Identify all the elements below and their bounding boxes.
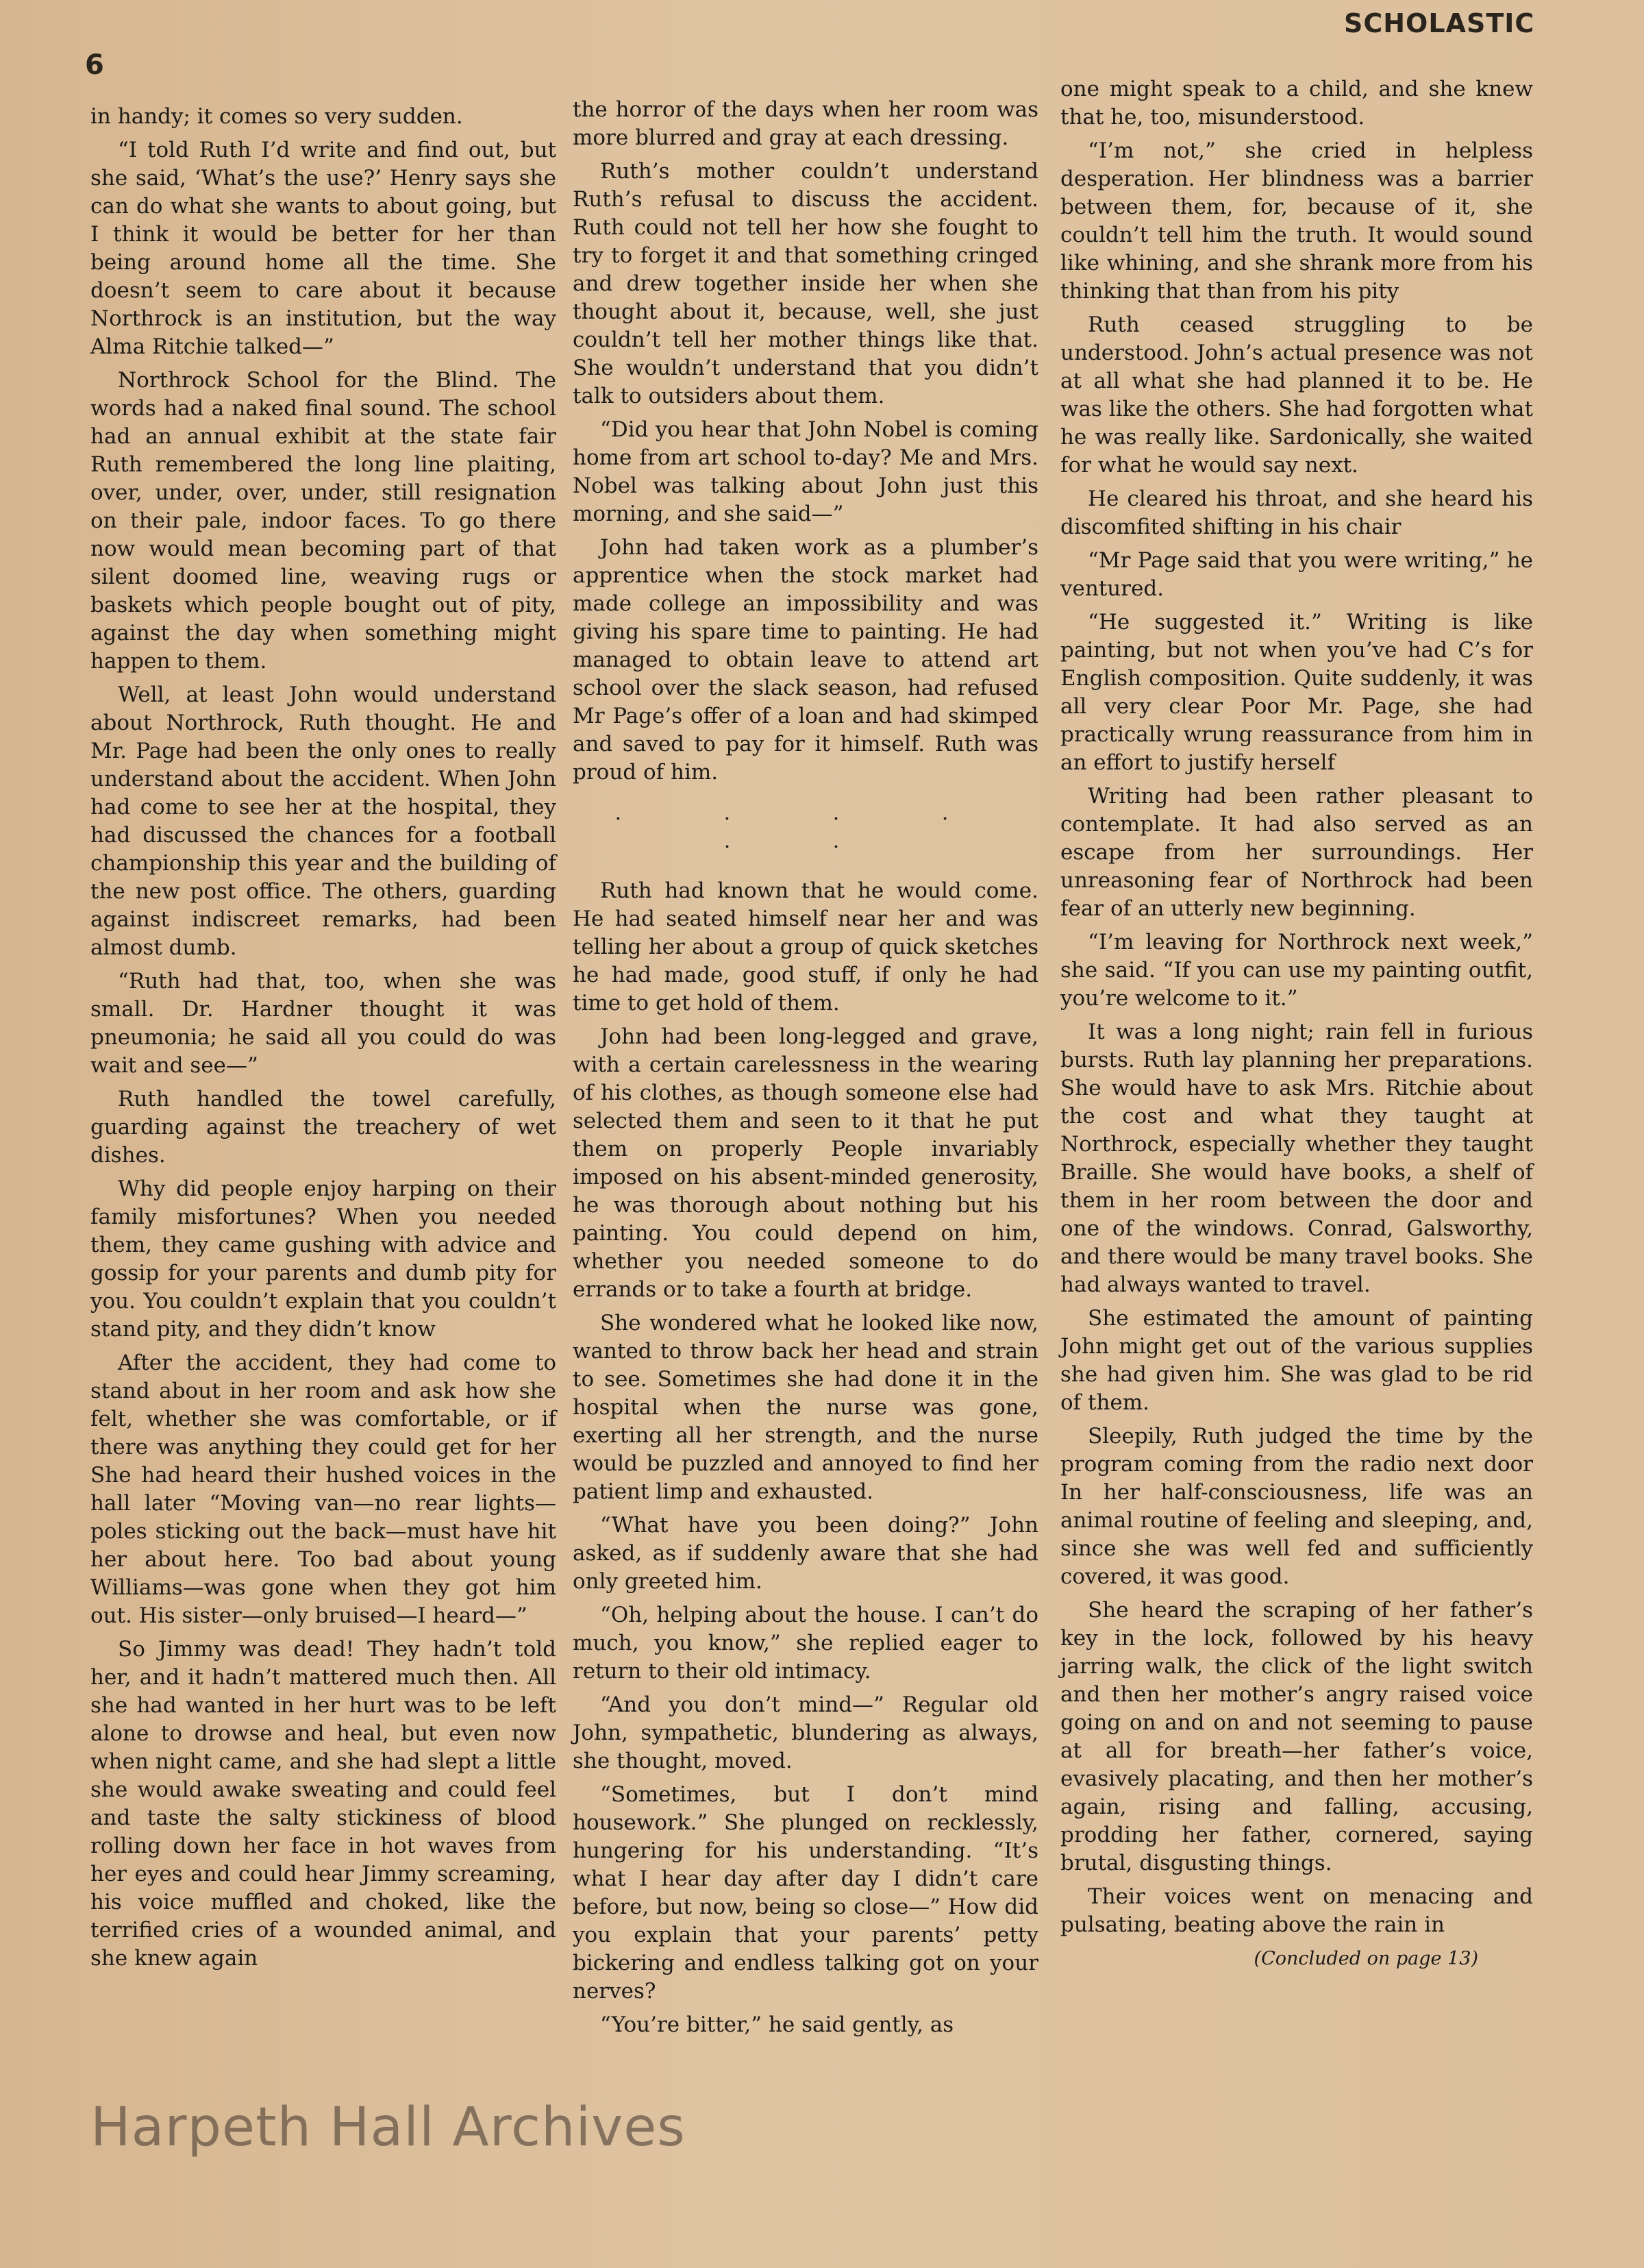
paragraph: in handy; it comes so very sudden. (90, 104, 463, 129)
archive-watermark: Harpeth Hall Archives (90, 2097, 686, 2158)
paragraph: “Sometimes, but I don’t mind housework.” She plunged on recklessly, hungering for his understanding. “It’s what I hear day after day I didn’t care before, but now, being so close—” How did you explain that your parents’ petty bickering and endless talking got on your nerves? (573, 1782, 1038, 2004)
paragraph: “I’m not,” she cried in helpless desperation. Her blindness was a barrier between them, for, because of it, she couldn’t tell him the truth. It would sound like whining, and she shrank more from his thinking that than from his pity (1060, 138, 1533, 304)
paragraph: So Jimmy was dead! They hadn’t told her, and it hadn’t mattered much then. All she had wanted in her hurt was to be left alone to drowse and heal, but even now when night came, and she had slept a little she would awake sweating and could feel and taste the salty stickiness of blood rolling down her face in hot waves from her eyes and could hear Jimmy screaming, his voice muffled and choked, like the terrified cries of a wounded animal, and she knew again (90, 1637, 556, 1971)
paragraph: Well, at least John would understand about Northrock, Ruth thought. He and Mr. Page had been the only ones to really understand about the accident. When John had come to see her at the hospital, they had discussed the chances for a football championship this year and the building of the new post office. The others, guarding against indiscreet remarks, had been almost dumb. (90, 682, 556, 960)
paragraph: John had been long-legged and grave, with a certain carelessness in the wearing of his clothes, as though someone else had selected them and seen to it that he put them on properly People invariably imposed on his absent-minded generosity, he was thorough about nothing but his painting. You could depend on him, whether you needed someone to do errands or to take a fourth at bridge. (573, 1024, 1038, 1302)
paragraph: It was a long night; rain fell in furious bursts. Ruth lay planning her preparations. She would have to ask Mrs. Ritchie about the cost and what they taught at Northrock, especially whether they taught Braille. She would have books, a shelf of them in her room between the door and one of the windows. Conrad, Galsworthy, and there would be many travel books. She had always wanted to travel. (1060, 1020, 1533, 1297)
paragraph: “He suggested it.” Writing is like painting, but not when you’ve had C’s for English composition. Quite suddenly, it was all very clear Poor Mr. Page, she had practically wrung reassurance from him in an effort to justify herself (1060, 610, 1533, 775)
paragraph: She estimated the amount of painting John might get out of the various supplies she had given him. She was glad to be rid of them. (1060, 1306, 1533, 1415)
magazine-title: SCHOLASTIC (1344, 8, 1535, 38)
text-column-right (1060, 75, 1533, 1973)
paragraph: “I told Ruth I’d write and find out, but she said, ‘What’s the use?’ Henry says she can do what she wants to about going, but I think it would be better for her than being around home all the time. She doesn’t seem to care about it because Northrock is an institution, but the way Alma Ritchie talked—” (90, 138, 556, 359)
text-column-middle (573, 96, 1038, 2045)
paragraph: “Ruth had that, too, when she was small. Dr. Hardner thought it was pneumonia; he said all you could do was wait and see—” (90, 969, 556, 1078)
paragraph: Their voices went on menacing and pulsating, beating above the rain in (1060, 1884, 1533, 1937)
paragraph: Ruth ceased struggling to be understood. John’s actual presence was not at all what she had planned it to be. He was like the others. She had forgotten what he was really like. Sardonically, she waited for what he would say next. (1060, 312, 1533, 478)
paragraph: “What have you been doing?” John asked, as if suddenly aware that she had only greeted him. (573, 1513, 1038, 1594)
paragraph: Writing had been rather pleasant to contemplate. It had also served as an escape from her surroundings. Her unreasoning fear of Northrock had been fear of an utterly new beginning. (1060, 784, 1533, 921)
text-column-left (90, 103, 556, 1978)
section-break: . . . . . . (614, 801, 997, 853)
paragraph: Ruth handled the towel carefully, guarding against the treachery of wet dishes. (90, 1087, 556, 1168)
paragraph: She wondered what he looked like now, wanted to throw back her head and strain to see. Sometimes she had done it in the hospital when the nurse was gone, exerting all her strength, and the nurse would be puzzled and annoyed to find her patient limp and exhausted. (573, 1311, 1038, 1504)
paragraph: John had taken work as a plumber’s apprentice when the stock market had made college an impossibility and was giving his spare time to painting. He had managed to obtain leave to attend art school over the slack season, had refused Mr Page’s offer of a loan and had skimped and saved to pay for it himself. Ruth was proud of him. (573, 535, 1038, 785)
paragraph: one might speak to a child, and she knew that he, too, misunderstood. (1060, 77, 1533, 130)
paragraph: Ruth’s mother couldn’t understand Ruth’s refusal to discuss the accident. Ruth could not tell her how she fought to try to forget it and that something cringed and drew together inside her when she thought about it, because, well, she just couldn’t tell her mother things like that. She wouldn’t understand that you didn’t talk to outsiders about them. (573, 159, 1038, 408)
paragraph: She heard the scraping of her father’s key in the lock, followed by his heavy jarring walk, the click of the light switch and then her mother’s angry raised voice going on and on and not seeming to pause at all for breath—her father’s voice, evasively placating, and then her mother’s again, rising and falling, accusing, prodding her father, cornered, saying brutal, disgusting things. (1060, 1598, 1533, 1875)
paragraph: “I’m leaving for Northrock next week,” she said. “If you can use my painting outfit, you’re welcome to it.” (1060, 930, 1533, 1011)
paragraph: Northrock School for the Blind. The words had a naked final sound. The school had an annual exhibit at the state fair Ruth remembered the long line plaiting, over, under, over, under, still resignation on their pale, indoor faces. To go there now would mean becoming part of that silent doomed line, weaving rugs or baskets which people bought out of pity, against the day when something might happen to them. (90, 368, 556, 674)
paragraph: “You’re bitter,” he said gently, as (600, 2012, 954, 2037)
paragraph: “And you don’t mind—” Regular old John, sympathetic, blundering as always, she thought, moved. (573, 1692, 1038, 1773)
paragraph: After the accident, they had come to stand about in her room and ask how she felt, whether she was comfortable, or if there was anything they could get for her She had heard their hushed voices in the hall later “Moving van—no rear lights—poles sticking out the back—must have hit her about here. Too bad about young Williams—was gone when they got him out. His sister—only bruised—I heard—” (90, 1351, 556, 1628)
paragraph: “Mr Page said that you were writing,” he ventured. (1060, 548, 1533, 601)
paragraph: Ruth had known that he would come. He had seated himself near her and was telling her about a group of quick sketches he had made, good stuff, if only he had time to get hold of them. (573, 878, 1038, 1015)
continuation-note: (Concluded on page 13) (1254, 1948, 1478, 1969)
page-number: 6 (85, 49, 104, 81)
paragraph: Sleepily, Ruth judged the time by the program coming from the radio next door In her half-consciousness, life was an animal routine of feeling and sleeping, and, since she was well fed and sufficiently covered, it was good. (1060, 1424, 1533, 1589)
paragraph: He cleared his throat, and she heard his discomfited shifting in his chair (1060, 486, 1533, 539)
paragraph: “Oh, helping about the house. I can’t do much, you know,” she replied eager to return to their old intimacy. (573, 1603, 1038, 1684)
paragraph: “Did you hear that John Nobel is coming home from art school to-day? Me and Mrs. Nobel was talking about John just this morning, and she said—” (573, 417, 1038, 526)
paragraph: the horror of the days when her room was more blurred and gray at each dressing. (573, 97, 1038, 150)
paragraph: Why did people enjoy harping on their family misfortunes? When you needed them, they came gushing with advice and gossip for your parents and dumb pity for you. You couldn’t explain that you couldn’t stand pity, and they didn’t know (90, 1176, 556, 1342)
